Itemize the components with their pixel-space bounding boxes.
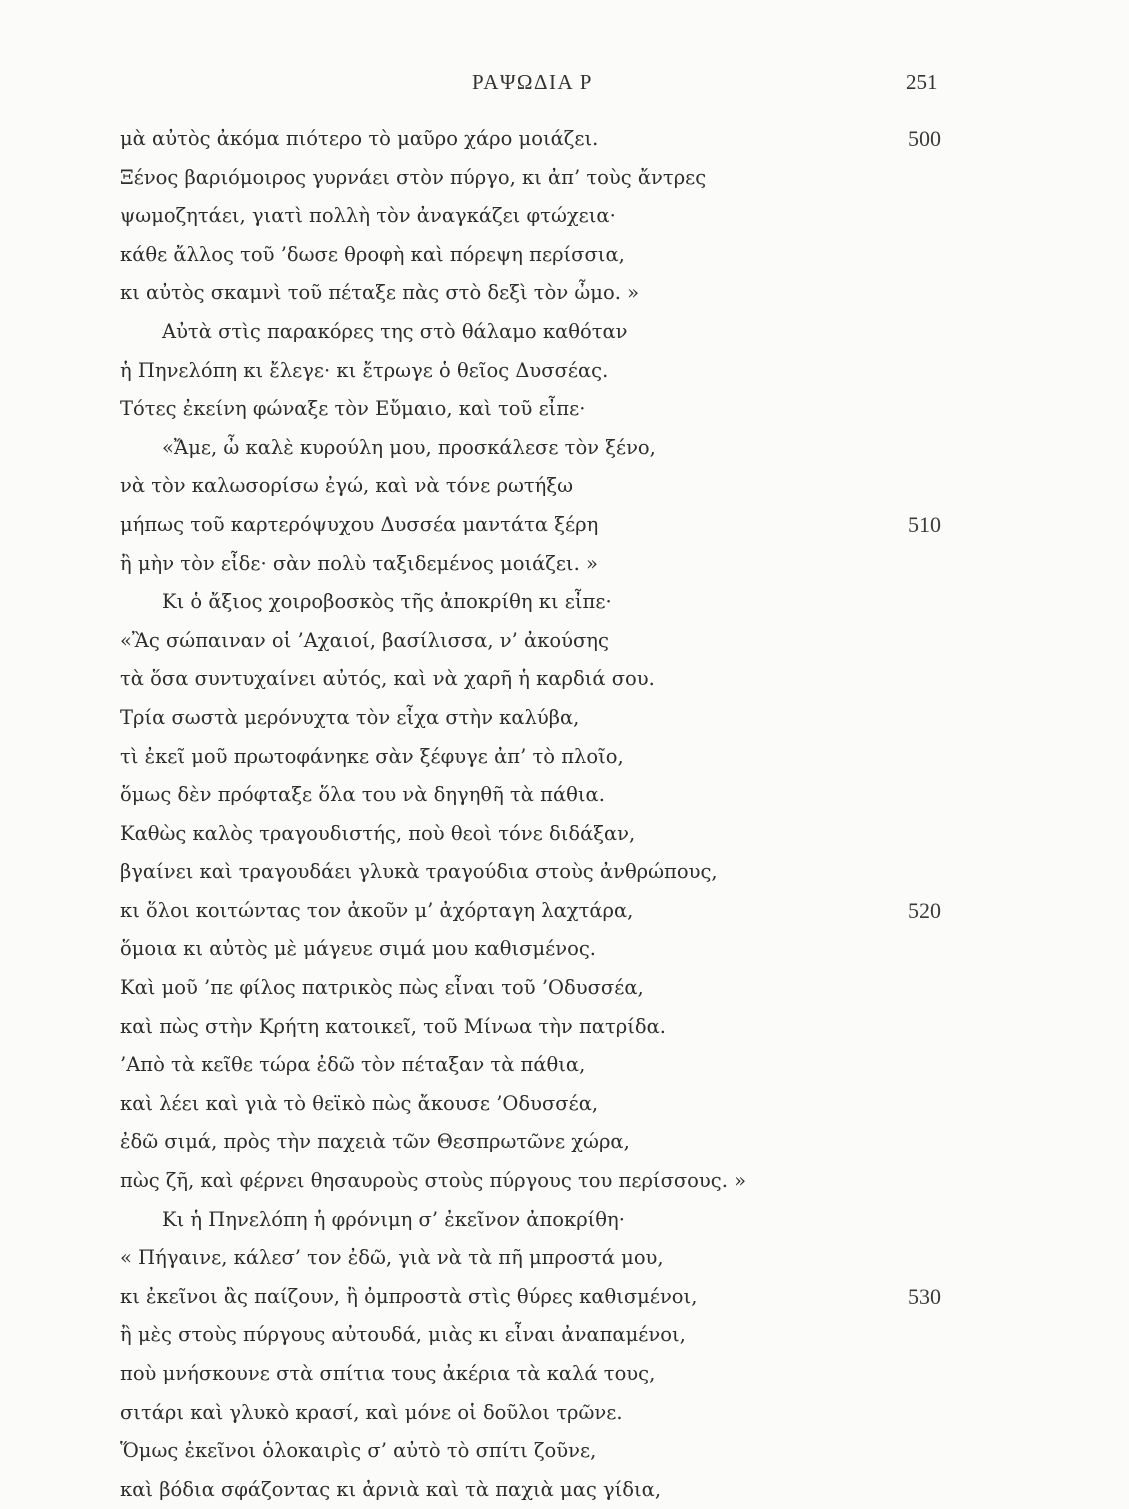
- verse-line: [0, 1278, 1129, 1317]
- verse-text: ὅμως δὲν πρόφταξε ὅλα του νὰ δηγηθῆ τὰ πάθια.: [120, 783, 605, 807]
- verse-block: [0, 120, 1129, 1509]
- verse-text: κάθε ἄλλος τοῦ ’δωσε θροφὴ καὶ πόρεψη περίσσια,: [120, 242, 625, 266]
- verse-text: καὶ πὼς στὴν Κρήτη κατοικεῖ, τοῦ Μίνωα τὴν πατρίδα.: [120, 1014, 666, 1038]
- verse-line: [0, 660, 1129, 699]
- verse-line: [0, 506, 1129, 545]
- verse-text: ἢ μὴν τὸν εἶδε· σὰν πολὺ ταξιδεμένος μοιάζει. »: [120, 551, 598, 575]
- verse-line: [0, 1008, 1129, 1047]
- verse-line: [0, 236, 1129, 275]
- verse-line: [0, 467, 1129, 506]
- verse-text: Καὶ μοῦ ’πε φίλος πατρικὸς πὼς εἶναι τοῦ ’Οδυσσέα,: [120, 976, 644, 1000]
- verse-number: 510: [908, 511, 941, 537]
- verse-text: Τότες ἐκείνη φώναξε τὸν Εὔμαιο, καὶ τοῦ εἶπε·: [120, 397, 586, 421]
- verse-text: Ὅμως ἐκεῖνοι ὁλοκαιρὶς σ’ αὐτὸ τὸ σπίτι ζοῦνε,: [120, 1439, 597, 1463]
- page-number: 251: [906, 70, 938, 94]
- verse-line: [0, 776, 1129, 815]
- verse-line: [0, 313, 1129, 352]
- verse-text: ἡ Πηνελόπη κι ἔλεγε· κι ἔτρωγε ὁ θεῖος Δυσσέας.: [120, 358, 609, 382]
- verse-text: τὶ ἐκεῖ μοῦ πρωτοφάνηκε σὰν ξέφυγε ἀπ’ τὸ πλοῖο,: [120, 744, 624, 768]
- verse-line: [0, 197, 1129, 236]
- verse-line: [0, 545, 1129, 584]
- verse-text: κι αὐτὸς σκαμνὶ τοῦ πέταξε πὰς στὸ δεξὶ τὸν ὦμο. »: [120, 281, 640, 305]
- verse-text: « Πήγαινε, κάλεσ’ τον ἐδῶ, γιὰ νὰ τὰ πῆ μπροστά μου,: [120, 1246, 664, 1270]
- verse-text: ὅμοια κι αὐτὸς μὲ μάγευε σιμά μου καθισμένος.: [120, 937, 596, 961]
- verse-line: [0, 1162, 1129, 1201]
- verse-line: [0, 892, 1129, 931]
- verse-line: [0, 583, 1129, 622]
- verse-line: [0, 815, 1129, 854]
- verse-text: κι ὅλοι κοιτώντας τον ἀκοῦν μ’ ἀχόρταγη λαχτάρα,: [120, 898, 634, 922]
- verse-text: ’Απὸ τὰ κεῖθε τώρα ἐδῶ τὸν πέταξαν τὰ πάθια,: [120, 1053, 586, 1077]
- verse-text: κι ἐκεῖνοι ἂς παίζουν, ἢ ὀμπροστὰ στὶς θύρες καθισμένοι,: [120, 1284, 698, 1308]
- verse-text: μὰ αὐτὸς ἀκόμα πιότερο τὸ μαῦρο χάρο μοιάζει.: [120, 127, 599, 150]
- verse-line: [0, 930, 1129, 969]
- verse-line: [0, 622, 1129, 661]
- verse-text: Αὐτὰ στὶς παρακόρες της στὸ θάλαμο καθόταν: [162, 319, 628, 343]
- running-title: ΡΑΨΩΔΙΑ Ρ: [472, 70, 593, 94]
- verse-text: βγαίνει καὶ τραγουδάει γλυκὰ τραγούδια στοὺς ἀνθρώπους,: [120, 860, 718, 884]
- verse-line: [0, 120, 1129, 159]
- verse-line: [0, 738, 1129, 777]
- verse-line: [0, 1239, 1129, 1278]
- verse-text: ἐδῶ σιμά, πρὸς τὴν παχειὰ τῶν Θεσπρωτῶνε χώρα,: [120, 1130, 630, 1154]
- verse-text: Ξένος βαριόμοιρος γυρνάει στὸν πύργο, κι ἀπ’ τοὺς ἄντρες: [120, 165, 707, 189]
- verse-line: [0, 969, 1129, 1008]
- verse-text: Κι ὁ ἄξιος χοιροβοσκὸς τῆς ἀποκρίθη κι εἶπε·: [162, 590, 612, 614]
- verse-text: πὼς ζῆ, καὶ φέρνει θησαυροὺς στοὺς πύργους του περίσσους. »: [120, 1169, 747, 1193]
- verse-text: καὶ λέει καὶ γιὰ τὸ θεϊκὸ πὼς ἄκουσε ’Οδυσσέα,: [120, 1091, 599, 1115]
- verse-text: Καθὼς καλὸς τραγουδιστής, ποὺ θεοὶ τόνε διδάξαν,: [120, 821, 636, 845]
- verse-line: [0, 159, 1129, 198]
- verse-text: «Ἂς σώπαιναν οἱ ’Αχαιοί, βασίλισσα, ν’ ἀκούσης: [120, 628, 609, 652]
- verse-text: νὰ τὸν καλωσορίσω ἐγώ, καὶ νὰ τόνε ρωτήξω: [120, 474, 573, 498]
- verse-text: Τρία σωστὰ μερόνυχτα τὸν εἶχα στὴν καλύβα,: [120, 705, 580, 729]
- verse-text: σιτάρι καὶ γλυκὸ κρασί, καὶ μόνε οἱ δοῦλοι τρῶνε.: [120, 1400, 623, 1424]
- verse-text: ἢ μὲς στοὺς πύργους αὐτουδά, μιὰς κι εἶναι ἀναπαμένοι,: [120, 1323, 686, 1347]
- verse-number: 520: [908, 897, 941, 923]
- verse-line: [0, 1355, 1129, 1394]
- verse-line: [0, 1085, 1129, 1124]
- verse-number: 530: [908, 1283, 941, 1309]
- verse-text: ψωμοζητάει, γιατὶ πολλὴ τὸν ἀναγκάζει φτώχεια·: [120, 204, 616, 228]
- verse-line: [0, 1394, 1129, 1433]
- verse-line: [0, 1316, 1129, 1355]
- verse-line: [0, 1123, 1129, 1162]
- verse-text: καὶ βόδια σφάζοντας κι ἀρνιὰ καὶ τὰ παχιὰ μας γίδια,: [120, 1477, 662, 1501]
- verse-line: [0, 1201, 1129, 1240]
- verse-line: [0, 352, 1129, 391]
- verse-number: 500: [908, 126, 941, 151]
- verse-text: μήπως τοῦ καρτερόψυχου Δυσσέα μαντάτα ξέρη: [120, 512, 599, 536]
- verse-line: [0, 1471, 1129, 1509]
- running-head: [0, 70, 1129, 104]
- verse-line: [0, 390, 1129, 429]
- verse-line: [0, 853, 1129, 892]
- verse-line: [0, 274, 1129, 313]
- verse-text: ποὺ μνήσκουνε στὰ σπίτια τους ἀκέρια τὰ καλά τους,: [120, 1362, 656, 1385]
- verse-line: [0, 699, 1129, 738]
- verse-text: τὰ ὅσα συντυχαίνει αὐτός, καὶ νὰ χαρῆ ἡ καρδιά σου.: [120, 667, 655, 691]
- verse-line: [0, 1046, 1129, 1085]
- verse-text: «Ἄμε, ὦ καλὲ κυρούλη μου, προσκάλεσε τὸν ξένο,: [162, 435, 656, 459]
- verse-line: [0, 429, 1129, 468]
- verse-text: Κι ἡ Πηνελόπη ἡ φρόνιμη σ’ ἐκεῖνον ἀποκρίθη·: [162, 1207, 625, 1231]
- verse-line: [0, 1432, 1129, 1471]
